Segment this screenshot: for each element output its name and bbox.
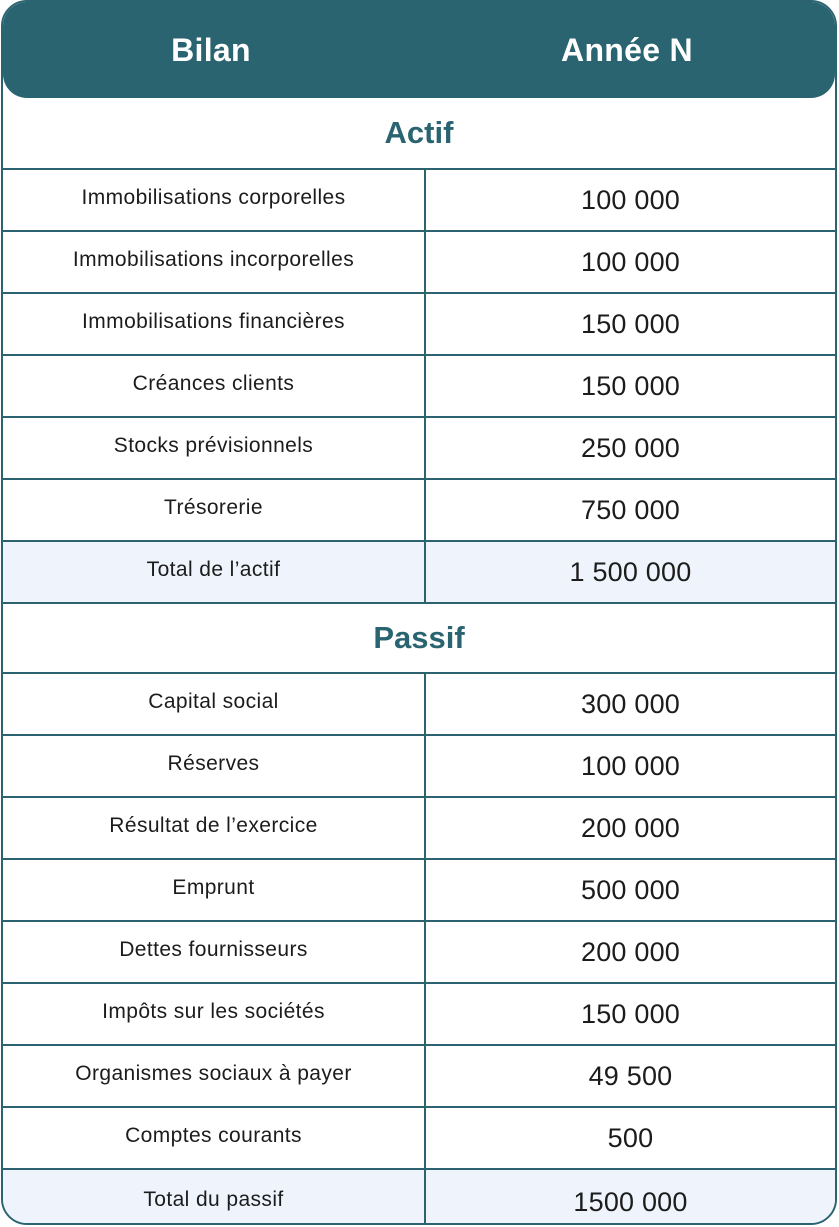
table-row xyxy=(3,798,835,860)
table-row xyxy=(3,1046,835,1108)
total-passif-value: 1500 000 xyxy=(573,1186,688,1217)
row-value: 100 000 xyxy=(581,246,680,277)
row-label: Résultat de l’exercice xyxy=(3,798,426,858)
row-value: 150 000 xyxy=(581,370,680,401)
total-actif-value: 1 500 000 xyxy=(569,556,692,587)
table-header xyxy=(3,2,835,98)
total-actif-label: Total de l’actif xyxy=(3,542,426,602)
row-label: Trésorerie xyxy=(3,480,426,540)
section-title-passif: Passif xyxy=(3,604,835,674)
table-row xyxy=(3,418,835,480)
row-label: Impôts sur les sociétés xyxy=(3,984,426,1044)
row-value: 250 000 xyxy=(581,432,680,463)
row-value: 100 000 xyxy=(581,184,680,215)
row-value: 500 xyxy=(607,1122,654,1153)
row-label: Immobilisations financières xyxy=(3,294,426,354)
header-value-column: Année N xyxy=(561,31,693,68)
row-value: 150 000 xyxy=(581,308,680,339)
row-label: Emprunt xyxy=(3,860,426,920)
row-label: Créances clients xyxy=(3,356,426,416)
row-label: Réserves xyxy=(3,736,426,796)
balance-sheet-table xyxy=(1,0,837,1225)
section-title-actif: Actif xyxy=(3,98,835,170)
table-row xyxy=(3,736,835,798)
row-value: 150 000 xyxy=(581,998,680,1029)
row-label: Stocks prévisionnels xyxy=(3,418,426,478)
row-value: 200 000 xyxy=(581,812,680,843)
table-row xyxy=(3,356,835,418)
row-value: 300 000 xyxy=(581,688,680,719)
row-label: Capital social xyxy=(3,674,426,734)
row-value: 49 500 xyxy=(588,1060,673,1091)
header-label-column: Bilan xyxy=(171,31,251,68)
total-passif-row xyxy=(3,1170,835,1225)
table-row xyxy=(3,984,835,1046)
row-label: Comptes courants xyxy=(3,1108,426,1168)
row-label: Organismes sociaux à payer xyxy=(3,1046,426,1106)
table-row xyxy=(3,674,835,736)
table-row xyxy=(3,922,835,984)
table-row xyxy=(3,170,835,232)
row-label: Immobilisations incorporelles xyxy=(3,232,426,292)
table-row xyxy=(3,860,835,922)
row-label: Dettes fournisseurs xyxy=(3,922,426,982)
total-actif-row xyxy=(3,542,835,604)
table-row xyxy=(3,294,835,356)
table-row xyxy=(3,480,835,542)
table-row xyxy=(3,1108,835,1170)
row-value: 500 000 xyxy=(581,874,680,905)
row-value: 100 000 xyxy=(581,750,680,781)
row-label: Immobilisations corporelles xyxy=(3,170,426,230)
row-value: 200 000 xyxy=(581,936,680,967)
row-value: 750 000 xyxy=(581,494,680,525)
table-row xyxy=(3,232,835,294)
total-passif-label: Total du passif xyxy=(3,1170,426,1225)
